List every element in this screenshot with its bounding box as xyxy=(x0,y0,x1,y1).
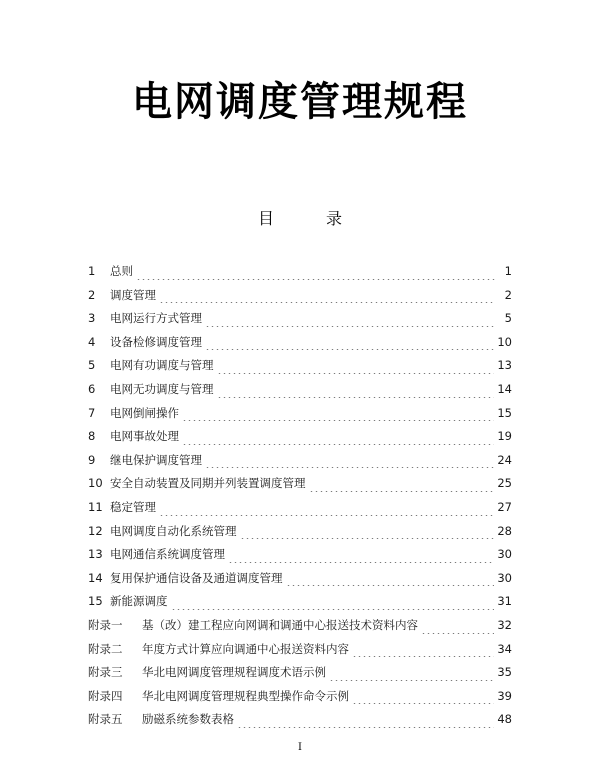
toc-entry-number: 附录一 xyxy=(88,617,123,632)
toc-entry-label: 电网事故处理 xyxy=(110,429,179,444)
toc-leader-dots xyxy=(182,420,494,421)
toc-leader-dots xyxy=(205,349,494,350)
toc-leader-dots xyxy=(329,680,494,681)
toc-heading xyxy=(0,206,600,229)
toc-entry-page: 19 xyxy=(497,429,512,444)
toc-entry-number: 9 xyxy=(88,452,96,467)
toc-leader-dots xyxy=(136,279,495,280)
toc-leader-dots xyxy=(205,326,495,327)
toc-entry[interactable] xyxy=(88,452,512,476)
toc-leader-dots xyxy=(228,562,494,563)
toc-entry[interactable] xyxy=(88,546,512,570)
toc-leader-dots xyxy=(159,302,495,303)
toc-entry[interactable] xyxy=(88,310,512,334)
toc-leader-dots xyxy=(352,703,494,704)
toc-entry-number: 8 xyxy=(88,429,96,444)
toc-entry-label: 安全自动装置及同期并列装置调度管理 xyxy=(110,476,306,491)
toc-entry-page: 35 xyxy=(497,665,512,680)
toc-leader-dots xyxy=(240,538,495,539)
toc-entry-number: 附录五 xyxy=(88,712,123,727)
toc-entry[interactable] xyxy=(88,381,512,405)
toc-heading-right: 录 xyxy=(326,209,343,228)
toc-entry-number: 10 xyxy=(88,476,103,491)
document-title: 电网调度管理规程 xyxy=(132,79,468,125)
toc-entry-page: 25 xyxy=(497,476,512,491)
toc-entry-label: 励磁系统参数表格 xyxy=(142,712,234,727)
toc-entry-label: 华北电网调度管理规程典型操作命令示例 xyxy=(142,688,349,703)
toc-entry-page: 30 xyxy=(497,570,512,585)
toc-entry-label: 华北电网调度管理规程调度术语示例 xyxy=(142,665,326,680)
toc-entry-page: 15 xyxy=(497,405,512,420)
toc-entry-label: 电网通信系统调度管理 xyxy=(110,547,225,562)
toc-entry-page: 10 xyxy=(497,334,512,349)
toc-entry-page: 32 xyxy=(497,617,512,632)
toc-entry-page: 34 xyxy=(497,641,512,656)
toc-leader-dots xyxy=(217,397,495,398)
toc-entry-page: 24 xyxy=(497,452,512,467)
toc-entry-label: 调度管理 xyxy=(110,287,156,302)
toc-entry-label: 总则 xyxy=(110,264,133,278)
toc-entry[interactable] xyxy=(88,593,512,617)
toc-entry-label: 电网调度自动化系统管理 xyxy=(110,523,237,538)
toc-entry-label: 电网有功调度与管理 xyxy=(110,358,214,373)
toc-entry-number: 附录四 xyxy=(88,688,123,703)
toc-entry-page: 28 xyxy=(497,523,512,538)
toc-entry-page: 31 xyxy=(497,594,512,609)
toc-entry-label: 电网运行方式管理 xyxy=(110,311,202,326)
toc-entry-label: 继电保护调度管理 xyxy=(110,452,202,467)
toc-leader-dots xyxy=(352,656,494,657)
toc-entry[interactable] xyxy=(88,287,512,311)
toc-entry[interactable] xyxy=(88,357,512,381)
toc-leader-dots xyxy=(237,727,494,728)
toc-entry-number: 附录二 xyxy=(88,641,123,656)
toc-entry[interactable] xyxy=(88,641,512,665)
toc-entry[interactable] xyxy=(88,570,512,594)
toc-entry-number: 14 xyxy=(88,570,103,585)
toc-entry-number: 15 xyxy=(88,594,103,609)
toc-entry-number: 11 xyxy=(88,499,103,514)
toc-leader-dots xyxy=(182,444,494,445)
toc-entry[interactable] xyxy=(88,523,512,547)
toc-entry-page: 30 xyxy=(497,547,512,562)
toc-leader-dots xyxy=(205,467,494,468)
toc-entry-page: 13 xyxy=(497,358,512,373)
toc-entry-label: 电网倒闸操作 xyxy=(110,405,179,420)
toc-entry[interactable] xyxy=(88,664,512,688)
toc-leader-dots xyxy=(286,585,495,586)
toc-leader-dots xyxy=(421,633,494,634)
toc-entry-page: 27 xyxy=(497,499,512,514)
toc-entry[interactable] xyxy=(88,475,512,499)
toc-entry[interactable] xyxy=(88,334,512,358)
toc-entry-page: 5 xyxy=(504,311,512,326)
toc-leader-dots xyxy=(159,515,494,516)
toc-entry-number: 3 xyxy=(88,311,96,326)
toc-entry-label: 稳定管理 xyxy=(110,499,156,514)
table-of-contents xyxy=(88,263,512,735)
toc-entry-number: 13 xyxy=(88,547,103,562)
toc-entry-page: 48 xyxy=(497,712,512,727)
toc-heading-left: 目 xyxy=(257,209,274,228)
toc-entry-label: 复用保护通信设备及通道调度管理 xyxy=(110,570,283,585)
toc-entry-page: 39 xyxy=(497,688,512,703)
toc-entry[interactable] xyxy=(88,688,512,712)
toc-entry-page: 14 xyxy=(497,381,512,396)
toc-leader-dots xyxy=(171,609,495,610)
toc-entry-number: 4 xyxy=(88,334,96,349)
toc-entry[interactable] xyxy=(88,405,512,429)
toc-entry-number: 2 xyxy=(88,287,96,302)
toc-entry-number: 5 xyxy=(88,358,96,373)
toc-entry-label: 年度方式计算应向调通中心报送资料内容 xyxy=(142,641,349,656)
toc-entry-number: 6 xyxy=(88,381,96,396)
toc-entry[interactable] xyxy=(88,428,512,452)
toc-entry[interactable] xyxy=(88,263,512,287)
page-number: I xyxy=(298,742,302,753)
toc-entry-number: 12 xyxy=(88,523,103,538)
toc-entry-number: 7 xyxy=(88,405,96,420)
toc-entry[interactable] xyxy=(88,711,512,735)
toc-entry-label: 电网无功调度与管理 xyxy=(110,381,214,396)
toc-entry-page: 1 xyxy=(504,264,512,278)
toc-entry-page: 2 xyxy=(504,287,512,302)
toc-leader-dots xyxy=(309,491,495,492)
toc-entry-label: 设备检修调度管理 xyxy=(110,334,202,349)
toc-entry-number: 1 xyxy=(88,264,96,278)
toc-entry[interactable] xyxy=(88,617,512,641)
toc-entry[interactable] xyxy=(88,499,512,523)
toc-entry-label: 基（改）建工程应向网调和调通中心报送技术资料内容 xyxy=(142,617,418,632)
toc-entry-number: 附录三 xyxy=(88,665,123,680)
toc-entry-label: 新能源调度 xyxy=(110,594,168,609)
toc-leader-dots xyxy=(217,373,495,374)
